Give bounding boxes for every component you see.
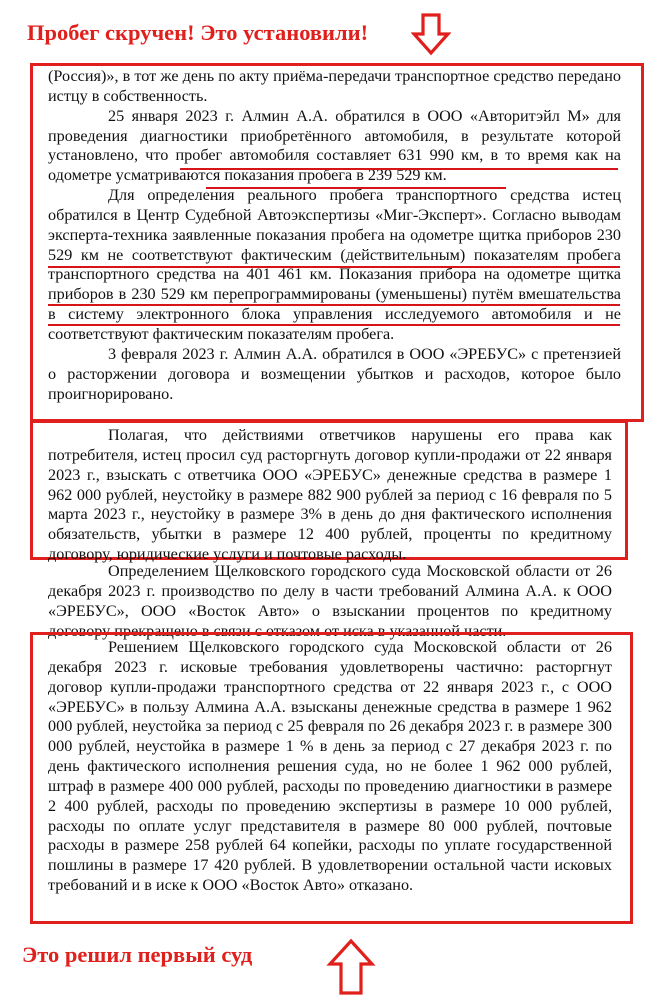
underline-mileage-2 (206, 187, 506, 189)
paragraph-expertise: Для определения реального пробега транспортного средства истец обратился в Центр Судебной Автоэкспертизы «Миг-Эксперт». Согласно выводам эксперта-техника заявленные показания пробега на одометре щитка приборов 230 529 км не соответствуют фактическим (действительным) показателям пробега транспортного средства на 401 461 км. Показания прибора на одометре щитка приборов в 230 529 км перепрограммированы (уменьшены) путём вмешательства в систему электронного блока управления исследуемого автомобиля и не соответствуют фактическим показателям пробега. (48, 186, 621, 343)
block1-text (48, 67, 621, 404)
block3-text: Решением Щелковского городского суда Московской области от 26 декабря 2023 г. исковые требования удовлетворены частично: расторгнут договор купли-продажи транспортного средства от 22 января 2023 г., с ООО «ЭРЕБУС» в пользу Алмина А.А. взысканы денежные средства в размере 1 962 000 рублей, неустойка за период с 25 февраля по 26 декабря 2023 г. в размере 300 000 рублей, неустойка в размере 1 % в день за период с 27 декабря 2023 г. по день фактического исполнения решения суда, но не более 1 962 000 рублей, штраф в размере 400 000 рублей, расходы по проведению диагностики в размере 2 400 рублей, расходы по проведению экспертизы в размере 10 000 рублей, расходы по оплате услуг представителя в размере 80 000 рублей, почтовые расходы в размере 258 рублей 64 копейки, расходы по уплате государственной пошлины в размере 17 420 рублей. В удовлетворении остальной части исковых требований и в иске к ООО «Восток Авто» отказано. (48, 638, 612, 895)
middle-text: Определением Щелковского городского суда Московской области от 26 декабря 2023 г. производство по делу в части требований Алмина А.А. к ООО «ЭРЕБУС», ООО «Восток Авто» о взыскании процентов по кредитному договору прекращено в связи с отказом от иска в указанной части. (48, 562, 612, 640)
paragraph-diagnostics: 25 января 2023 г. Алмин А.А. обратился в ООО «Авторитэйл М» для проведения диагностики приобретённого автомобиля, в результате которой установлено, что пробег автомобиля составляет 631 990 км, в то время как на одометре усматриваются показания пробега в 239 529 км. (48, 106, 621, 185)
underline-expert-2 (48, 304, 620, 306)
paragraph-claim: 3 февраля 2023 г. Алмин А.А. обратился в ООО «ЭРЕБУС» с претензией о расторжении договора и возмещении убытков и расходов, которое было проигнорировано. (48, 344, 621, 403)
underline-expert-3 (48, 324, 620, 326)
arrow-up-icon (326, 938, 376, 996)
headline-top: Пробег скручен! Это установили! (27, 20, 369, 45)
paragraph-sale: (Россия)», в тот же день по акту приёма-передачи транспортное средство передано истцу в собственность. (48, 67, 621, 105)
headline-bottom: Это решил первый суд (22, 942, 253, 967)
underline-mileage-1 (180, 168, 618, 170)
block2-text: Полагая, что действиями ответчиков нарушены его права как потребителя, истец просил суд расторгнуть договор купли-продажи от 22 января 2023 г., взыскать с ответчика ООО «ЭРЕБУС» денежные средства в размере 1 962 000 рублей, неустойку в размере 882 900 рублей за период с 16 февраля по 5 марта 2023 г., неустойку в размере 3% в день до дня фактического исполнения обязательств, убытки в размере 12 400 рублей, проценты по кредитному договору, юридические услуги и почтовые расходы. (48, 426, 612, 564)
underline-expert-1 (48, 266, 620, 268)
arrow-down-icon (411, 12, 451, 56)
